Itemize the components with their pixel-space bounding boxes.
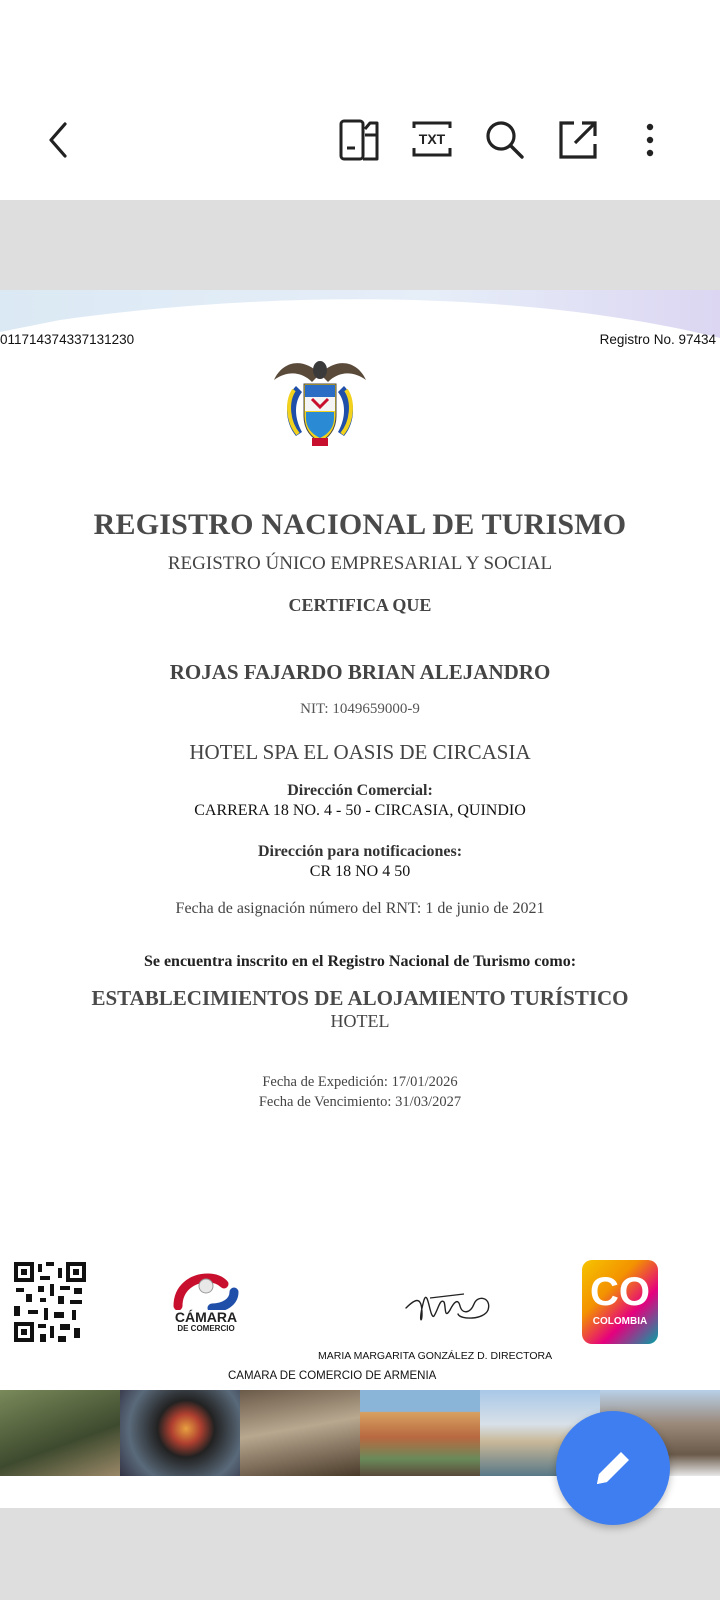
certifica-heading: CERTIFICA QUE (288, 595, 432, 615)
external-share-icon (558, 120, 598, 160)
colombia-logo-text: COLOMBIA (592, 1316, 648, 1327)
share-button[interactable] (550, 112, 606, 168)
direccion-notificaciones-value: CR 18 NO 4 50 (309, 863, 411, 880)
edit-fab-button[interactable] (556, 1411, 670, 1525)
back-button[interactable] (30, 112, 86, 168)
search-icon (484, 119, 526, 161)
fecha-asignacion: Fecha de asignación número del RNT: 1 de junio de 2021 (175, 900, 545, 917)
text-extract-button[interactable] (404, 112, 460, 168)
camara-name: CAMARA DE COMERCIO DE ARMENIA (228, 1370, 437, 1382)
document-subtitle: REGISTRO ÚNICO EMPRESARIAL Y SOCIAL (167, 553, 553, 574)
certificate-code: 011714374337131230 (0, 332, 135, 347)
photo-jungle (0, 1390, 120, 1476)
camara-logo-text: CÁMARA (174, 1309, 238, 1325)
more-vertical-icon (644, 122, 656, 158)
coat-of-arms-emblem (272, 352, 368, 450)
owner-name: ROJAS FAJARDO BRIAN ALEJANDRO (169, 660, 551, 684)
camara-logo-subtext: DE COMERCIO (177, 1324, 235, 1333)
signer-name: MARIA MARGARITA GONZÁLEZ D. DIRECTORA (318, 1350, 553, 1362)
search-button[interactable] (477, 112, 533, 168)
establishment-name: HOTEL SPA EL OASIS DE CIRCASIA (189, 740, 531, 764)
qr-code (14, 1262, 86, 1342)
document-title: REGISTRO NACIONAL DE TURISMO (93, 508, 627, 541)
colombia-logo-co: CO (590, 1270, 650, 1314)
app-bar (0, 0, 720, 200)
page-view-icon (337, 119, 383, 161)
inscrito-statement: Se encuentra inscrito en el Registro Nacional de Turismo como: (143, 953, 577, 970)
registro-number: Registro No. 97434 (599, 332, 716, 347)
photo-condor-bird (120, 1390, 240, 1476)
categoria: ESTABLECIMIENTOS DE ALOJAMIENTO TURÍSTICO (91, 986, 629, 1010)
nit-number: NIT: 1049659000-9 (300, 701, 420, 717)
direccion-comercial-value: CARRERA 18 NO. 4 - 50 - CIRCASIA, QUINDIO (194, 802, 526, 819)
reading-mode-button[interactable] (332, 112, 388, 168)
more-options-button[interactable] (622, 112, 678, 168)
photo-musicians (240, 1390, 360, 1476)
chevron-left-icon (43, 120, 73, 160)
edit-pencil-icon (589, 1444, 637, 1492)
fecha-vencimiento: Fecha de Vencimiento: 31/03/2027 (258, 1094, 462, 1110)
colombia-brand-logo (582, 1260, 658, 1344)
certificate-page[interactable] (0, 290, 720, 1508)
camara-de-comercio-logo (168, 1272, 244, 1342)
fecha-expedicion: Fecha de Expedición: 17/01/2026 (262, 1074, 458, 1090)
subcategoria: HOTEL (330, 1011, 390, 1031)
photo-colonial-street (360, 1390, 480, 1476)
direccion-comercial-label: Dirección Comercial: (287, 782, 433, 799)
txt-icon (411, 120, 453, 160)
txt-label: TXT (418, 131, 446, 147)
director-signature (400, 1280, 500, 1336)
direccion-notificaciones-label: Dirección para notificaciones: (257, 843, 463, 860)
